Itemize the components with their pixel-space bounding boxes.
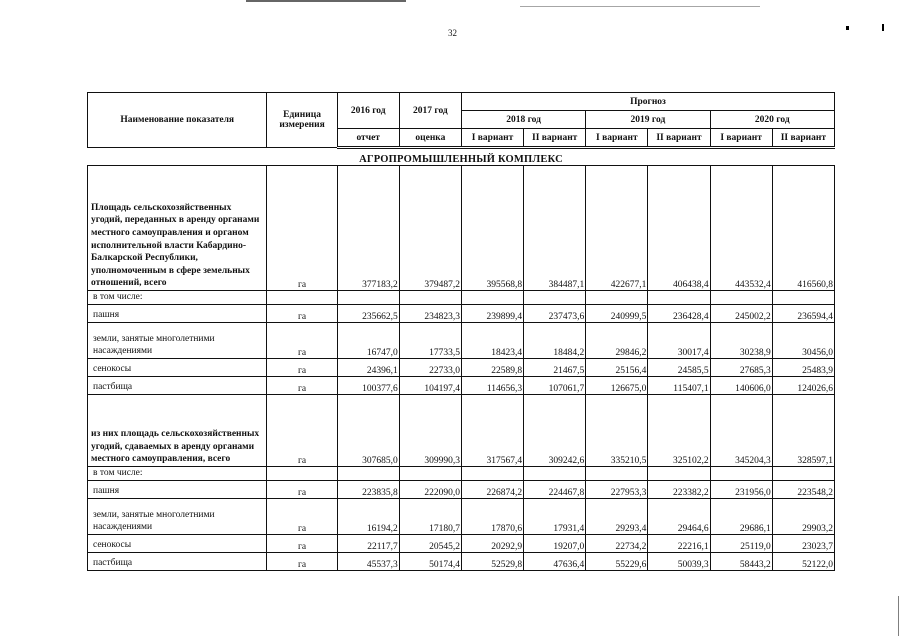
row-value: 422677,1 [586,166,648,291]
row-value: 29686,1 [710,499,772,535]
row-value: 45537,3 [337,553,399,571]
row-value [461,467,523,481]
row-value: 17180,7 [399,499,461,535]
row-indicator-name: земли, занятые многолетними насаждениями [88,499,267,535]
table-row [88,305,835,323]
row-value [524,291,586,305]
row-value: 227953,3 [586,481,648,499]
header-2020-variant-2: II вариант [772,129,834,148]
row-value [337,291,399,305]
scan-mark-right-edge [898,596,899,636]
row-value [524,467,586,481]
row-value: 22589,8 [461,359,523,377]
row-value: 416560,8 [772,166,834,291]
header-year-2020: 2020 год [710,111,834,129]
header-2020-variant-1: I вариант [710,129,772,148]
row-value: 29903,2 [772,499,834,535]
row-indicator-name: пашня [88,481,267,499]
row-value: 24396,1 [337,359,399,377]
row-value: 23023,7 [772,535,834,553]
header-indicator-name: Наименование показателя [88,93,267,148]
row-value: 18484,2 [524,323,586,359]
table-row [88,535,835,553]
row-value [337,467,399,481]
table-row [88,499,835,535]
row-indicator-name: сенокосы [88,535,267,553]
row-unit: га [267,359,337,377]
row-indicator-name: пастбища [88,553,267,571]
row-value [648,467,710,481]
section-title: АГРОПРОМЫШЛЕННЫЙ КОМПЛЕКС [359,154,563,165]
row-value: 24585,5 [648,359,710,377]
table-header [88,93,835,148]
row-value [648,291,710,305]
row-value: 226874,2 [461,481,523,499]
row-value: 223548,2 [772,481,834,499]
row-value: 307685,0 [337,395,399,467]
row-value: 317567,4 [461,395,523,467]
row-value: 20292,9 [461,535,523,553]
row-value: 345204,3 [710,395,772,467]
row-value: 22216,1 [648,535,710,553]
row-value: 234823,3 [399,305,461,323]
row-value: 240999,5 [586,305,648,323]
row-value: 16747,0 [337,323,399,359]
header-forecast: Прогноз [461,93,834,111]
row-value: 47636,4 [524,553,586,571]
row-value: 20545,2 [399,535,461,553]
row-value: 25156,4 [586,359,648,377]
row-value: 236428,4 [648,305,710,323]
row-value: 223382,2 [648,481,710,499]
row-value: 25119,0 [710,535,772,553]
row-value: 114656,3 [461,377,523,395]
row-value: 29846,2 [586,323,648,359]
row-value: 17733,5 [399,323,461,359]
header-year-2019: 2019 год [586,111,710,129]
row-indicator-name: земли, занятые многолетними насаждениями [88,323,267,359]
row-indicator-name: пастбища [88,377,267,395]
table-body [88,148,835,571]
row-value: 21467,5 [524,359,586,377]
row-value: 55229,6 [586,553,648,571]
header-estimate: оценка [399,129,461,148]
row-value: 443532,4 [710,166,772,291]
row-value: 377183,2 [337,166,399,291]
row-value: 222090,0 [399,481,461,499]
section-row [88,148,835,166]
row-value [772,291,834,305]
row-value: 124026,6 [772,377,834,395]
table-row [88,467,835,481]
row-value: 17870,6 [461,499,523,535]
row-value: 328597,1 [772,395,834,467]
row-value: 239899,4 [461,305,523,323]
row-indicator-name: в том числе: [88,291,267,305]
row-indicator-name: пашня [88,305,267,323]
row-value: 379487,2 [399,166,461,291]
row-unit [267,467,337,481]
row-value [461,291,523,305]
table-row [88,553,835,571]
row-value: 50039,3 [648,553,710,571]
row-value: 52122,0 [772,553,834,571]
row-value: 335210,5 [586,395,648,467]
row-value: 17931,4 [524,499,586,535]
row-value: 22733,0 [399,359,461,377]
row-value: 245002,2 [710,305,772,323]
table-row [88,377,835,395]
row-indicator-name: Площадь сельскохозяйственных угодий, переданных в аренду органами местного самоуправления и органом исполнительной власти Кабардино-Балкарской Республики, уполномоченным в сфере земельных отношений, всего [88,166,267,291]
row-unit [267,291,337,305]
table-row [88,291,835,305]
agro-complex-table [87,92,835,571]
row-value [586,291,648,305]
row-value: 107061,7 [524,377,586,395]
row-value: 309990,3 [399,395,461,467]
row-value: 235662,5 [337,305,399,323]
row-indicator-name: сенокосы [88,359,267,377]
row-value: 29464,6 [648,499,710,535]
row-value: 231956,0 [710,481,772,499]
row-value: 140606,0 [710,377,772,395]
row-value: 58443,2 [710,553,772,571]
row-value: 30238,9 [710,323,772,359]
row-value: 236594,4 [772,305,834,323]
header-year-2018: 2018 год [461,111,585,129]
row-value: 384487,1 [524,166,586,291]
row-value: 22117,7 [337,535,399,553]
row-value: 309242,6 [524,395,586,467]
header-2019-variant-2: II вариант [648,129,710,148]
row-indicator-name: из них площадь сельскохозяйственных угодий, сдаваемых в аренду органами местного самоуправления, всего [88,395,267,467]
header-year-2017: 2017 год [399,93,461,129]
row-value: 30017,4 [648,323,710,359]
row-unit: га [267,377,337,395]
header-2019-variant-1: I вариант [586,129,648,148]
table-row [88,166,835,291]
row-value: 16194,2 [337,499,399,535]
row-value: 19207,0 [524,535,586,553]
row-value: 406438,4 [648,166,710,291]
row-value: 25483,9 [772,359,834,377]
row-unit: га [267,481,337,499]
table-row [88,481,835,499]
header-2018-variant-2: II вариант [524,129,586,148]
header-report: отчет [337,129,399,148]
row-value: 30456,0 [772,323,834,359]
row-value: 395568,8 [461,166,523,291]
row-value [399,467,461,481]
row-value: 100377,6 [337,377,399,395]
row-unit: га [267,553,337,571]
table-row [88,395,835,467]
row-value: 224467,8 [524,481,586,499]
row-value [710,291,772,305]
row-value: 104197,4 [399,377,461,395]
row-value: 22734,2 [586,535,648,553]
row-value: 115407,1 [648,377,710,395]
header-year-2016: 2016 год [337,93,399,129]
row-value: 18423,4 [461,323,523,359]
page-number: 32 [448,28,457,38]
row-value: 27685,3 [710,359,772,377]
row-unit: га [267,395,337,467]
row-value: 126675,0 [586,377,648,395]
header-2018-variant-1: I вариант [461,129,523,148]
header-unit: Единица измерения [267,93,337,148]
row-value [586,467,648,481]
row-value: 325102,2 [648,395,710,467]
row-unit: га [267,323,337,359]
row-unit: га [267,305,337,323]
table-row [88,359,835,377]
row-unit: га [267,535,337,553]
row-indicator-name: в том числе: [88,467,267,481]
row-value [710,467,772,481]
row-value: 29293,4 [586,499,648,535]
scan-mark-top-right [520,6,760,7]
row-value: 52529,8 [461,553,523,571]
scan-mark-top [246,0,406,2]
row-value: 50174,4 [399,553,461,571]
row-unit: га [267,499,337,535]
row-unit: га [267,166,337,291]
table-row [88,323,835,359]
row-value [772,467,834,481]
row-value [399,291,461,305]
row-value: 223835,8 [337,481,399,499]
row-value: 237473,6 [524,305,586,323]
